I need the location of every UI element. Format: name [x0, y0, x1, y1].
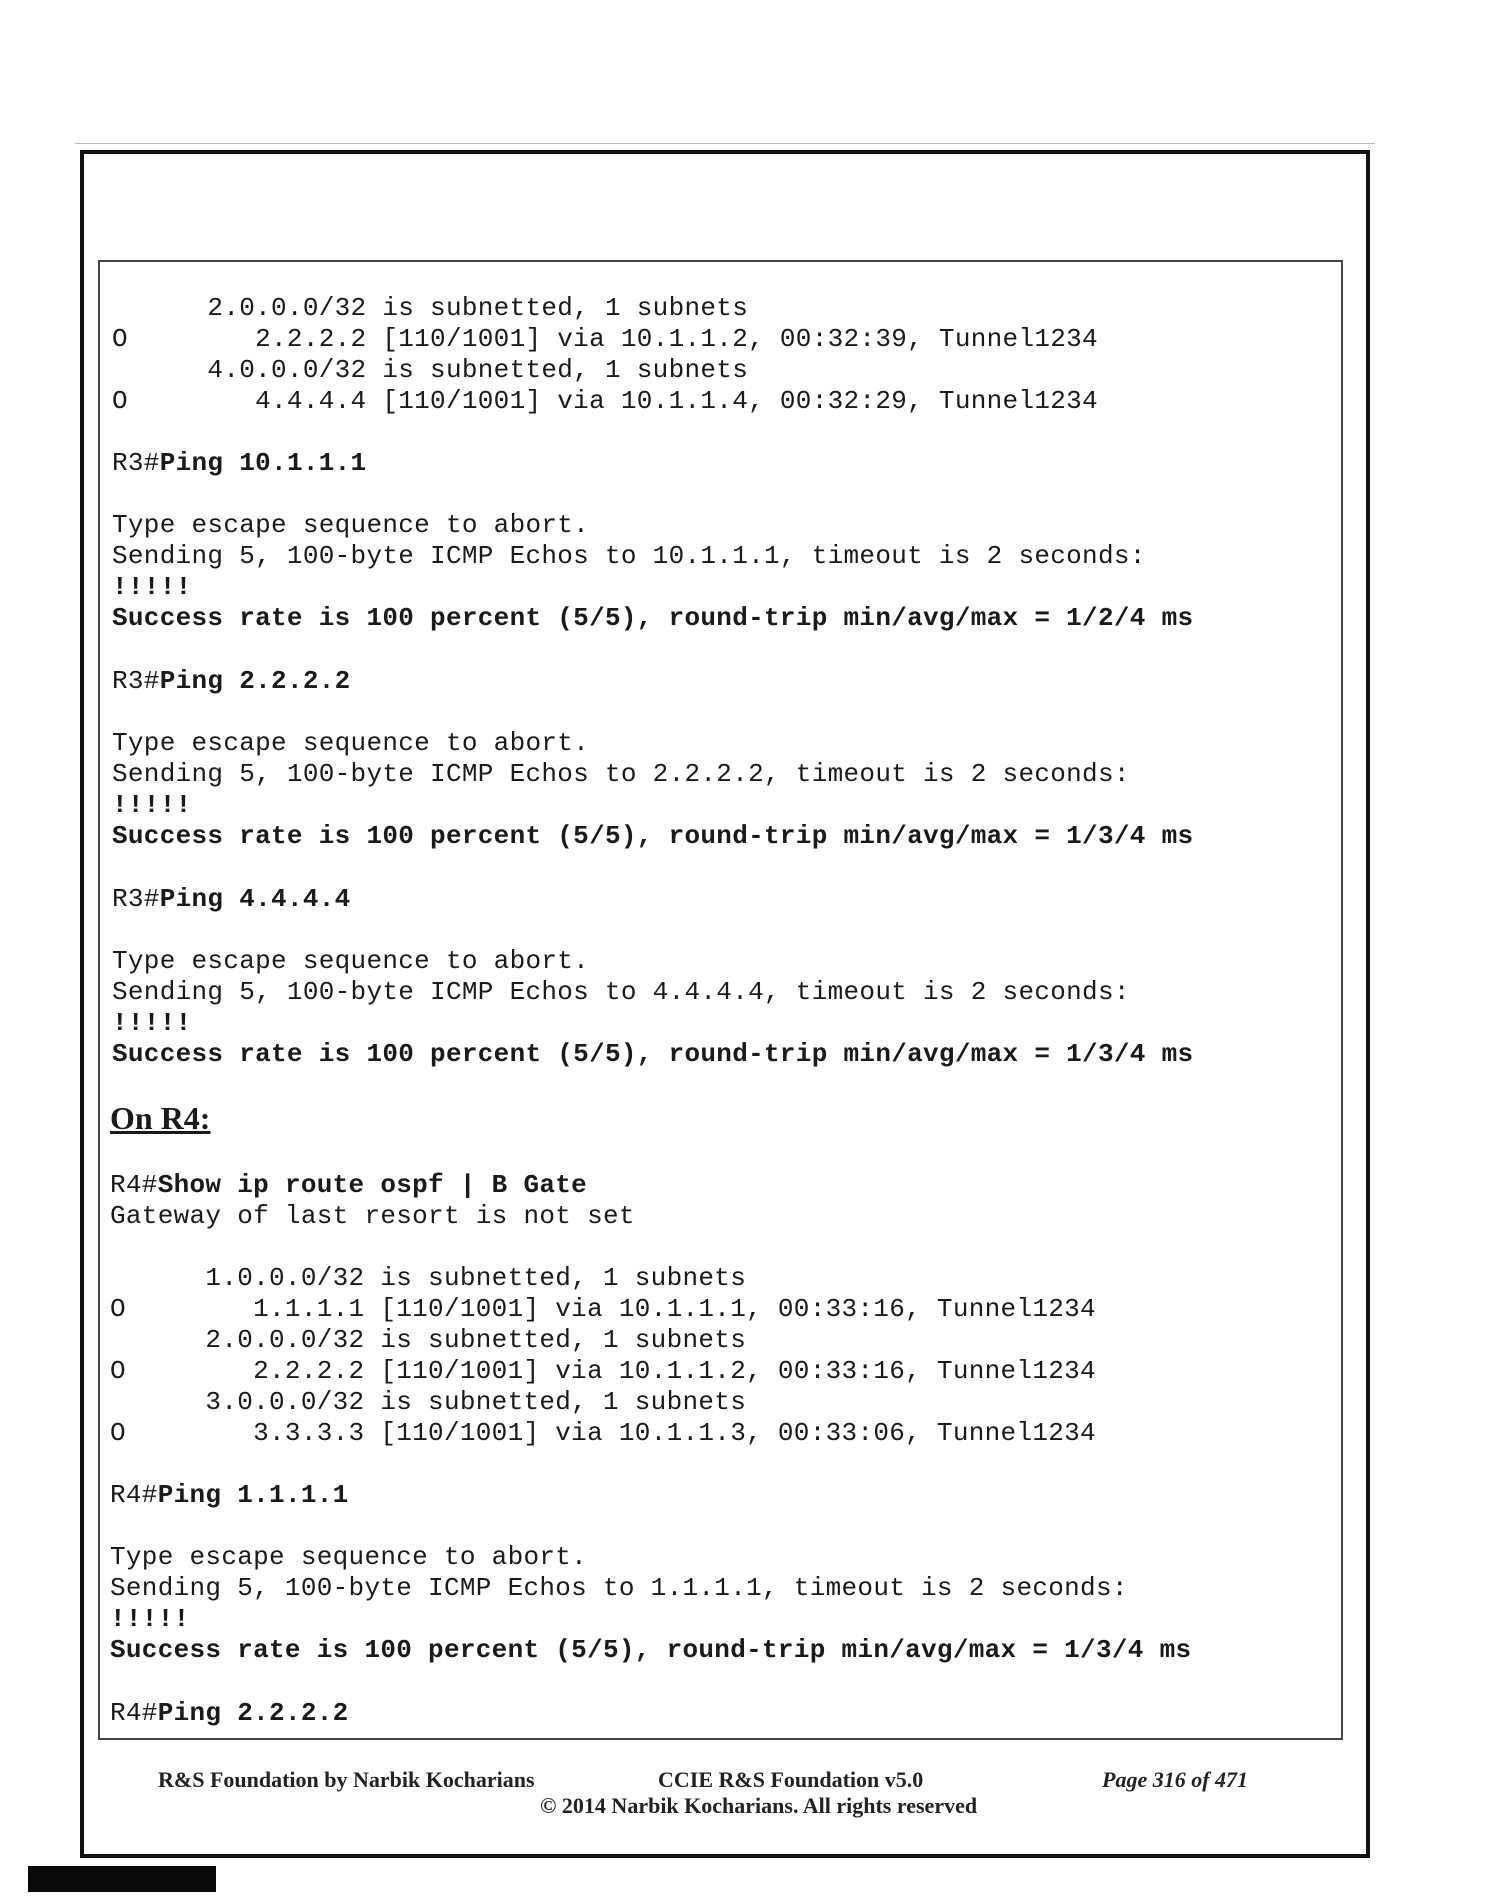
code-line — [110, 1201, 635, 1231]
code-line — [110, 1325, 746, 1355]
code-text: Type escape sequence to abort. — [112, 728, 590, 758]
code-line — [112, 386, 1098, 416]
code-text: Type escape sequence to abort. — [112, 946, 590, 976]
code-line — [112, 946, 589, 976]
code-output-bold: !!!!! — [112, 1008, 192, 1038]
top-rule — [75, 143, 1375, 144]
command-prompt: R3# — [112, 884, 160, 914]
code-line — [110, 1387, 746, 1417]
code-line — [110, 1480, 349, 1510]
command-text: Ping 1.1.1.1 — [157, 1480, 349, 1510]
command-prompt: R3# — [112, 448, 160, 478]
code-line — [112, 355, 748, 385]
code-text: O 1.1.1.1 [110/1001] via 10.1.1.1, 00:33:16, Tunnel1234 — [110, 1294, 1096, 1324]
code-line — [110, 1542, 587, 1572]
code-line — [112, 1008, 192, 1038]
code-text: O 2.2.2.2 [110/1001] via 10.1.1.2, 00:32:39, Tunnel1234 — [112, 324, 1098, 354]
code-line — [112, 728, 589, 758]
code-text: Sending 5, 100-byte ICMP Echos to 4.4.4.4, timeout is 2 seconds: — [112, 977, 1130, 1007]
command-prompt: R4# — [110, 1170, 158, 1200]
footer-left: R&S Foundation by Narbik Kocharians — [158, 1767, 535, 1792]
code-line — [110, 1418, 1096, 1448]
command-prompt: R4# — [110, 1480, 158, 1510]
code-line — [112, 1039, 1193, 1069]
code-line — [110, 1635, 1191, 1665]
code-output-bold: Success rate is 100 percent (5/5), round-trip min/avg/max = 1/3/4 ms — [110, 1635, 1192, 1665]
code-text: 2.0.0.0/32 is subnetted, 1 subnets — [112, 293, 749, 323]
code-output-bold: !!!!! — [112, 572, 192, 602]
code-text: Type escape sequence to abort. — [112, 510, 590, 540]
code-line — [112, 821, 1193, 851]
code-output-bold: !!!!! — [110, 1604, 190, 1634]
code-line — [112, 884, 351, 914]
redaction-bar — [28, 1866, 216, 1892]
command-text: Ping 10.1.1.1 — [159, 448, 367, 478]
command-text: Ping 4.4.4.4 — [159, 884, 351, 914]
command-prompt: R4# — [110, 1698, 158, 1728]
footer-copyright: © 2014 Narbik Kocharians. All rights reserved — [540, 1793, 978, 1818]
code-text: O 3.3.3.3 [110/1001] via 10.1.1.3, 00:33:06, Tunnel1234 — [110, 1418, 1096, 1448]
code-line — [112, 572, 192, 602]
code-line — [112, 293, 748, 323]
command-prompt: R3# — [112, 666, 160, 696]
code-line — [112, 759, 1130, 789]
command-text: Show ip route ospf | B Gate — [157, 1170, 588, 1200]
code-line — [112, 541, 1146, 571]
code-line — [112, 790, 192, 820]
code-text: Sending 5, 100-byte ICMP Echos to 2.2.2.2, timeout is 2 seconds: — [112, 759, 1130, 789]
code-line — [110, 1604, 190, 1634]
code-text: 3.0.0.0/32 is subnetted, 1 subnets — [110, 1387, 747, 1417]
code-text: Sending 5, 100-byte ICMP Echos to 10.1.1.1, timeout is 2 seconds: — [112, 541, 1146, 571]
code-text: Sending 5, 100-byte ICMP Echos to 1.1.1.1, timeout is 2 seconds: — [110, 1573, 1128, 1603]
code-text: 1.0.0.0/32 is subnetted, 1 subnets — [110, 1263, 747, 1293]
code-line — [112, 324, 1098, 354]
code-line — [112, 666, 351, 696]
code-text: Type escape sequence to abort. — [110, 1542, 588, 1572]
code-output-bold: !!!!! — [112, 790, 192, 820]
section-heading: On R4: — [110, 1100, 211, 1136]
code-line — [110, 1263, 746, 1293]
code-text: O 2.2.2.2 [110/1001] via 10.1.1.2, 00:33:16, Tunnel1234 — [110, 1356, 1096, 1386]
code-output-bold: Success rate is 100 percent (5/5), round-trip min/avg/max = 1/2/4 ms — [112, 603, 1194, 633]
code-text: 4.0.0.0/32 is subnetted, 1 subnets — [112, 355, 749, 385]
code-line — [112, 977, 1130, 1007]
command-text: Ping 2.2.2.2 — [157, 1698, 349, 1728]
code-text: O 4.4.4.4 [110/1001] via 10.1.1.4, 00:32:29, Tunnel1234 — [112, 386, 1098, 416]
code-line — [112, 510, 589, 540]
code-line — [110, 1573, 1128, 1603]
code-text: 2.0.0.0/32 is subnetted, 1 subnets — [110, 1325, 747, 1355]
code-output-bold: Success rate is 100 percent (5/5), round-trip min/avg/max = 1/3/4 ms — [112, 821, 1194, 851]
command-text: Ping 2.2.2.2 — [159, 666, 351, 696]
code-text: Gateway of last resort is not set — [110, 1201, 635, 1231]
code-line — [112, 448, 366, 478]
code-line — [112, 603, 1193, 633]
footer-center: CCIE R&S Foundation v5.0 — [658, 1767, 924, 1792]
code-line — [110, 1698, 349, 1728]
code-line — [110, 1356, 1096, 1386]
code-line — [110, 1294, 1096, 1324]
code-output-bold: Success rate is 100 percent (5/5), round-trip min/avg/max = 1/3/4 ms — [112, 1039, 1194, 1069]
code-line — [110, 1170, 587, 1200]
footer-page-number: Page 316 of 471 — [1102, 1767, 1249, 1792]
